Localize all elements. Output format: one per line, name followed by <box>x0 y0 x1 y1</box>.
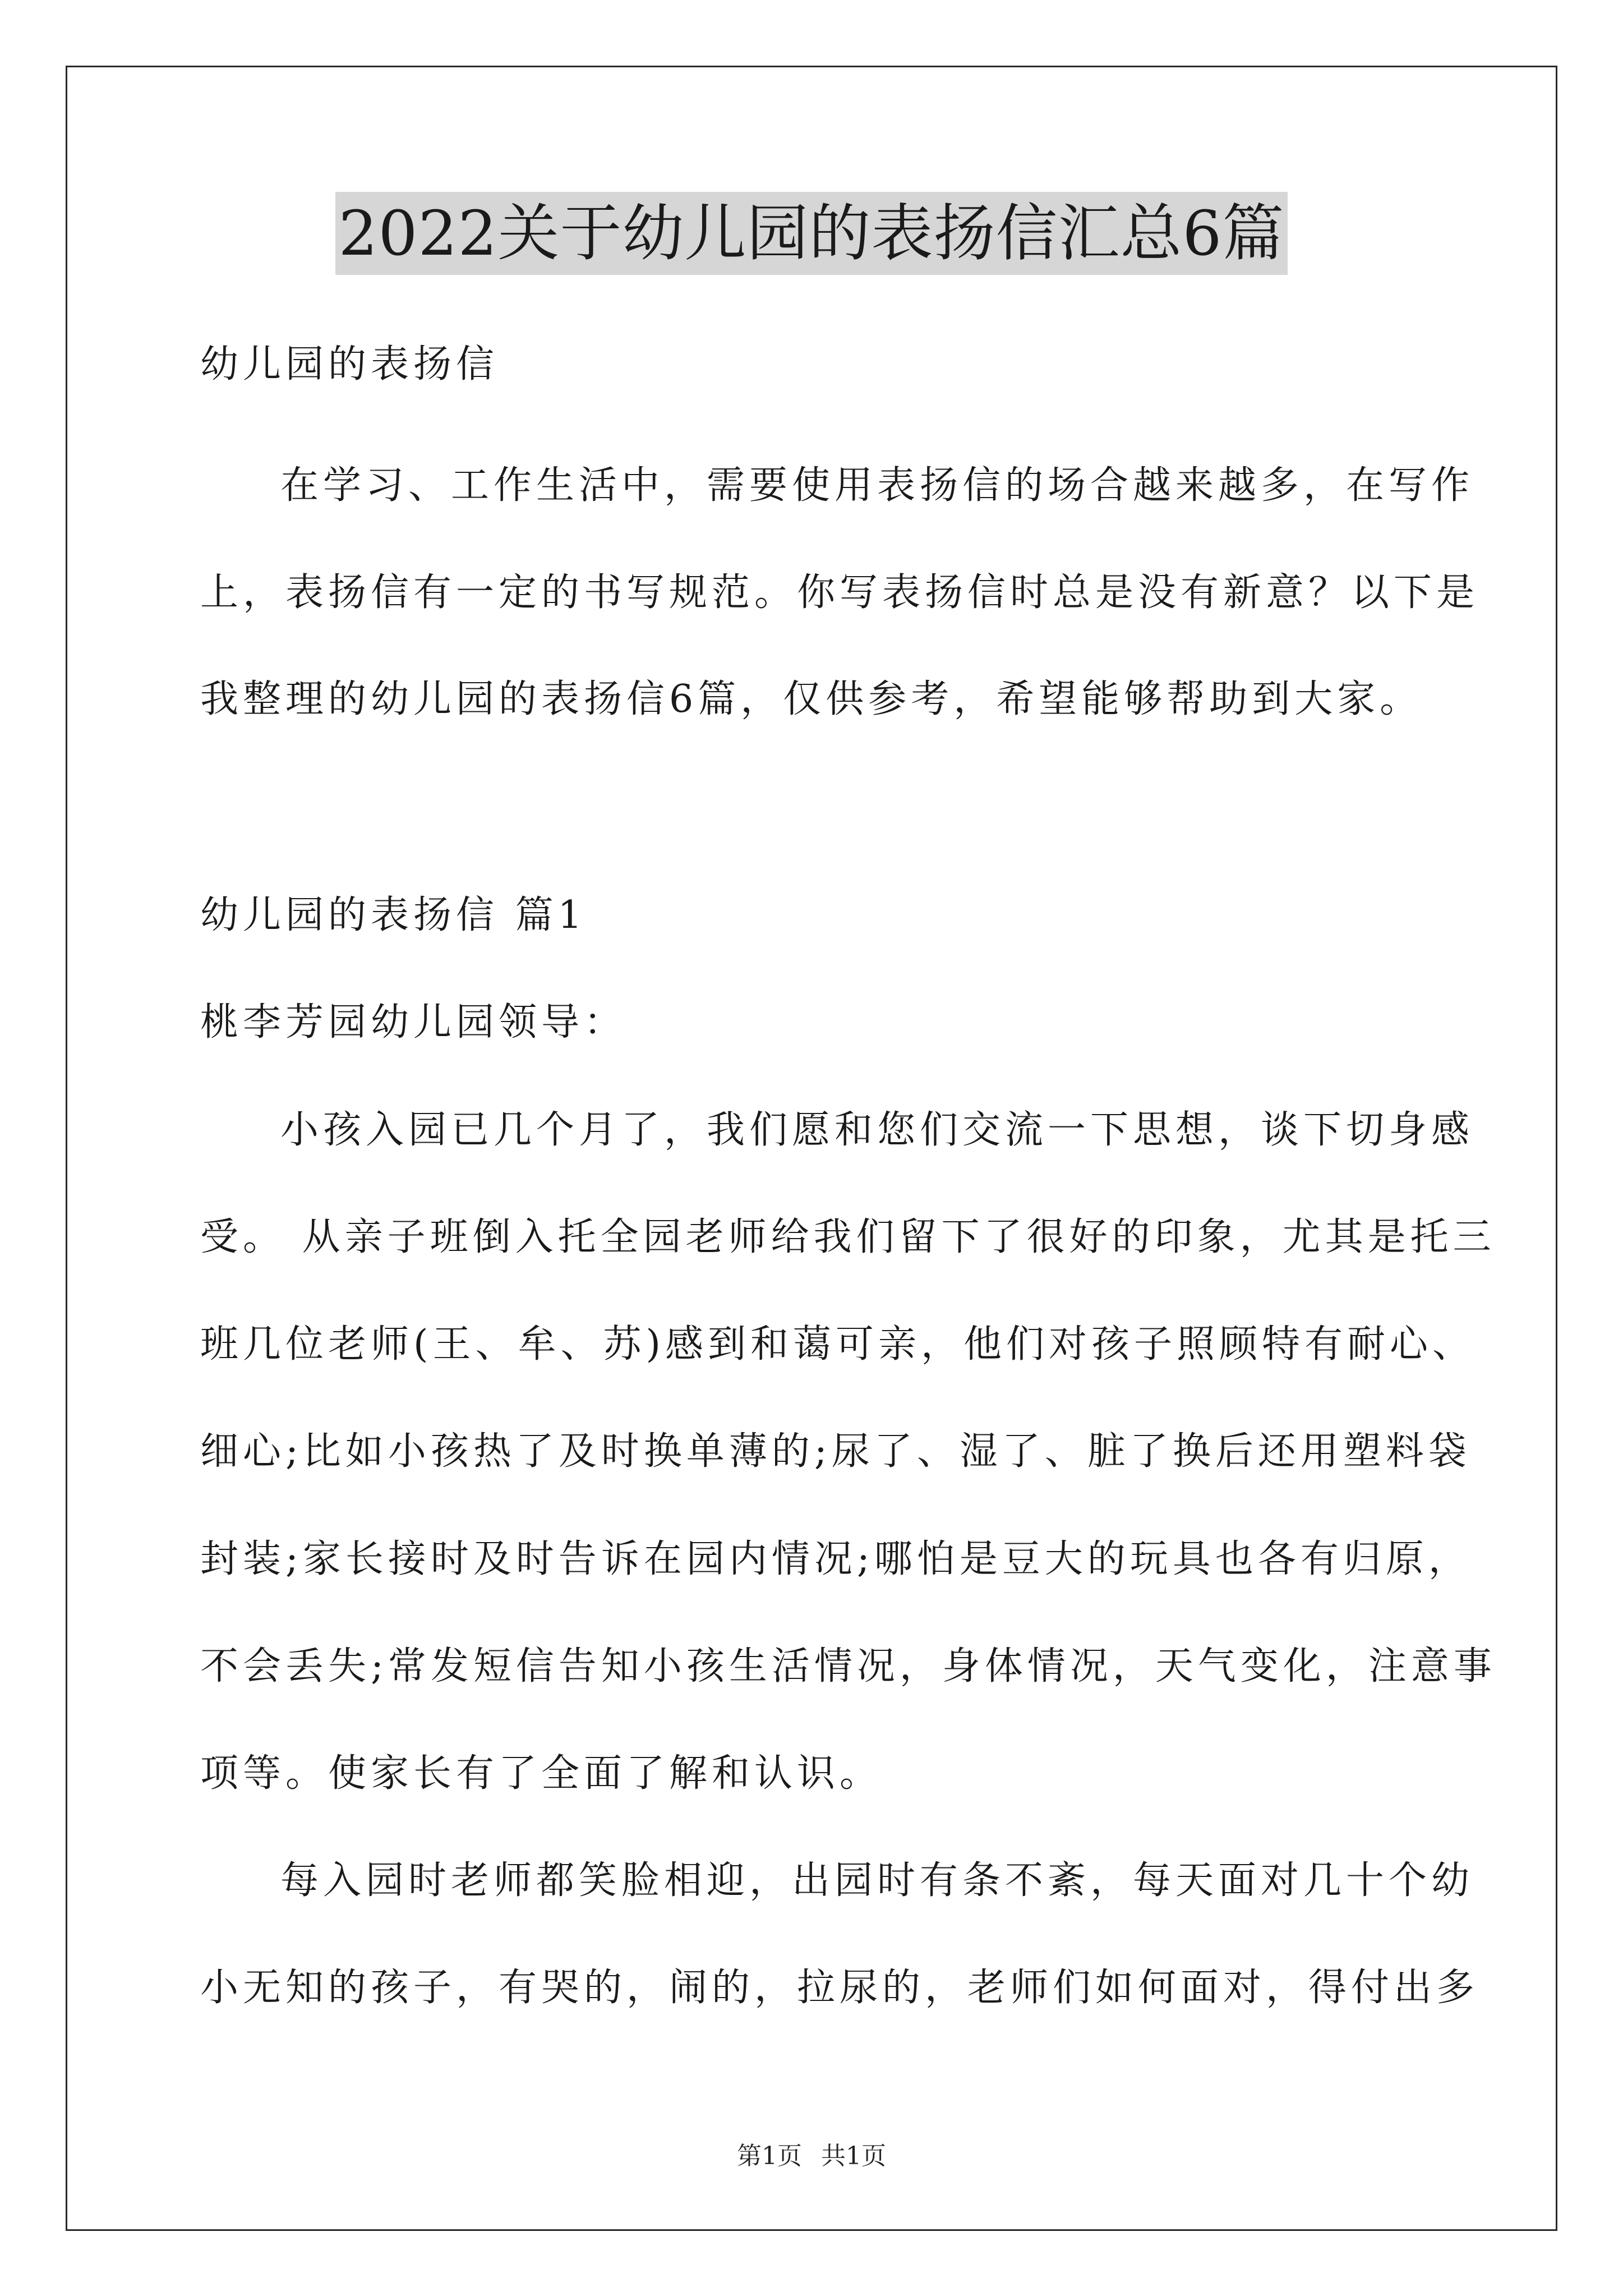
letter-salutation: 桃李芳园幼儿园领导： <box>200 1000 627 1045</box>
paragraph-line: 小孩入园已几个月了，我们愿和您们交流一下思想，谈下切身感 <box>280 1108 1474 1152</box>
paragraph-line: 我整理的幼儿园的表扬信6篇，仅供参考，希望能够帮助到大家。 <box>200 677 1423 721</box>
document-title: 2022关于幼儿园的表扬信汇总6篇 <box>335 192 1288 275</box>
paragraph-line: 项等。使家长有了全面了解和认识。 <box>200 1751 883 1796</box>
paragraph-line: 封装;家长接时及时告诉在园内情况;哪怕是豆大的玩具也各有归原， <box>200 1537 1471 1581</box>
page-footer <box>0 2142 1623 2171</box>
page-total: 共1页 <box>821 2142 886 2170</box>
page-number: 第1页 <box>737 2142 802 2170</box>
title-container <box>0 192 1623 275</box>
paragraph-line: 小无知的孩子，有哭的，闹的，拉尿的，老师们如何面对，得付出多 <box>200 1966 1479 2010</box>
paragraph-line: 每入园时老师都笑脸相迎，出园时有条不紊，每天面对几十个幼 <box>280 1858 1474 1903</box>
paragraph-line: 上，表扬信有一定的书写规范。你写表扬信时总是没有新意？以下是 <box>200 570 1479 615</box>
paragraph-line: 受。 从亲子班倒入托全园老师给我们留下了很好的印象，尤其是托三 <box>200 1215 1496 1259</box>
paragraph-line: 班几位老师(王、牟、苏)感到和蔼可亲，他们对孩子照顾特有耐心、 <box>200 1322 1476 1366</box>
section-heading: 幼儿园的表扬信 <box>200 342 499 386</box>
paragraph-line: 不会丢失;常发短信告知小孩生活情况，身体情况，天气变化，注意事 <box>200 1644 1496 1688</box>
paragraph-line: 在学习、工作生活中，需要使用表扬信的场合越来越多，在写作 <box>280 463 1474 508</box>
paragraph-line: 细心;比如小孩热了及时换单薄的;尿了、湿了、脏了换后还用塑料袋 <box>200 1429 1471 1474</box>
section-heading: 幼儿园的表扬信 篇1 <box>200 893 587 937</box>
